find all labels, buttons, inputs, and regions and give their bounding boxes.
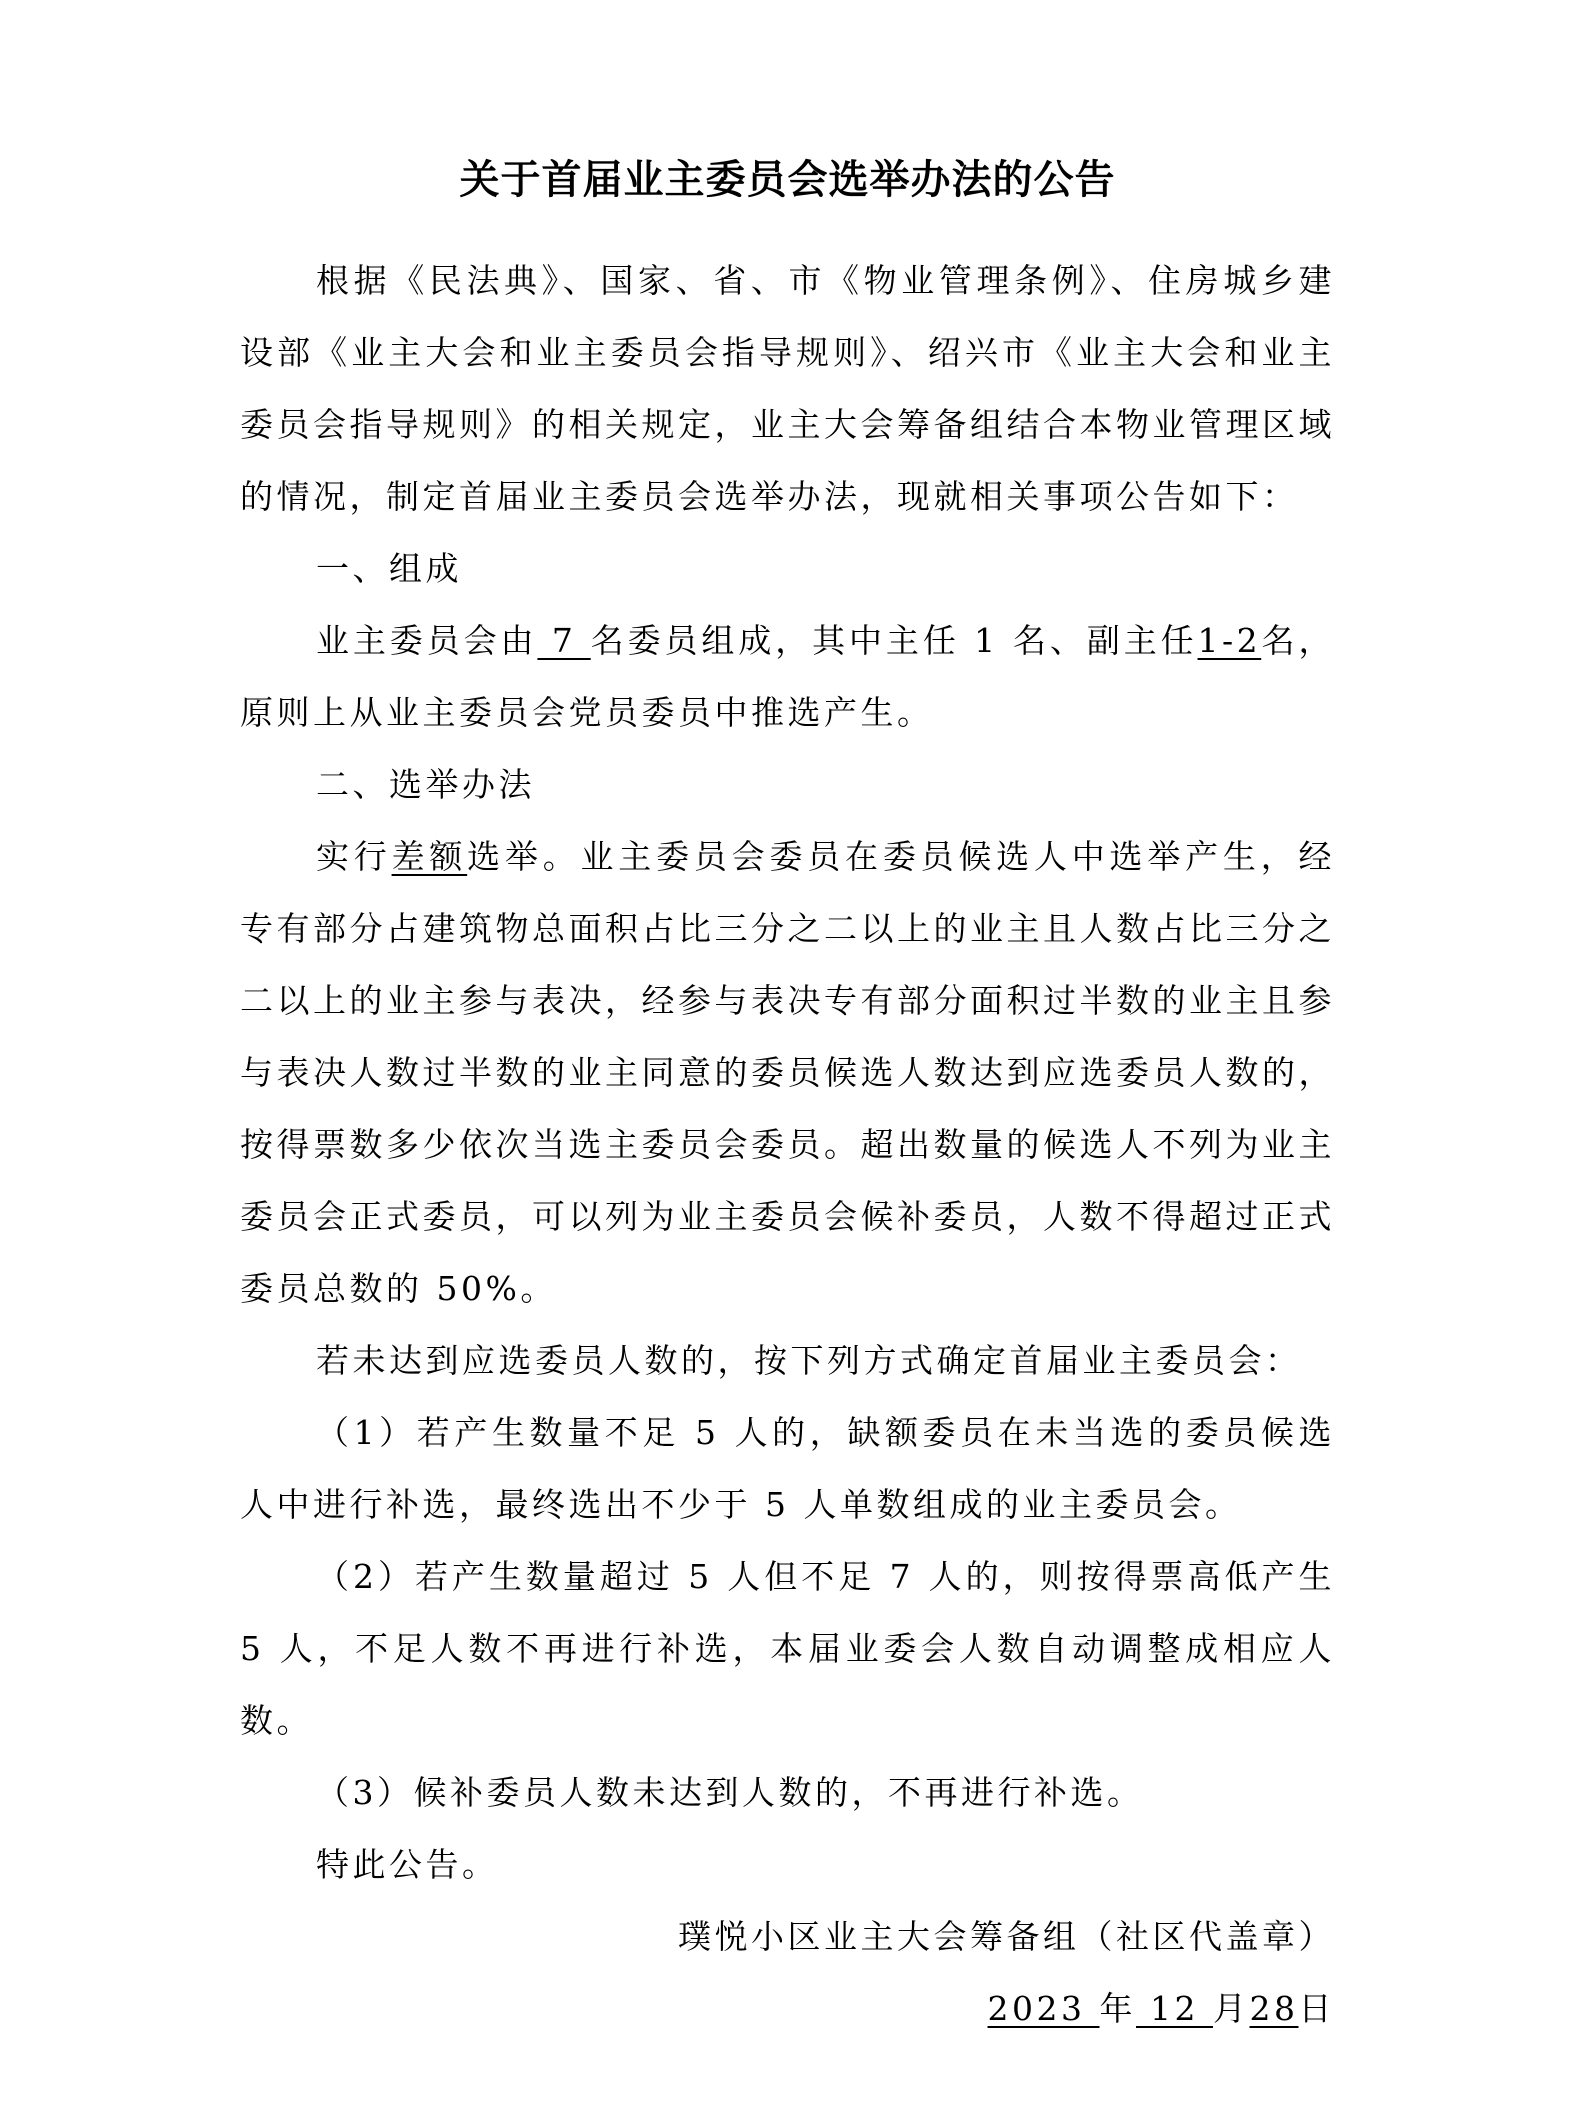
date-day-label: 日 [1298, 1989, 1335, 2028]
fallback-item-1: （1）若产生数量不足 5 人的，缺额委员在未当选的委员候选人中进行补选，最终选出不少于 5 人单数组成的业主委员会。 [240, 1413, 1335, 1524]
section-1-text-c: 名，原则上从业主委员会党员委员中推选产生。 [240, 621, 1335, 732]
fallback-item-2: （2）若产生数量超过 5 人但不足 7 人的，则按得票高低产生 5 人，不足人数不再进行补选，本届业委会人数自动调整成相应人数。 [240, 1557, 1335, 1740]
fallback-intro: 若未达到应选委员人数的，按下列方式确定首届业主委员会： [316, 1341, 1302, 1380]
announcement-page [240, 150, 1335, 2045]
date-month: 12 [1136, 1989, 1213, 2028]
section-2-paragraph [240, 821, 1335, 1325]
section-1-paragraph [240, 605, 1335, 749]
date-day: 28 [1249, 1989, 1299, 2028]
section-2-text-a: 实行 [316, 837, 392, 876]
document-title: 关于首届业主委员会选举办法的公告 [459, 157, 1116, 203]
section-1-text-b: 名委员组成，其中主任 1 名、副主任 [590, 621, 1198, 660]
intro-paragraph: 根据《民法典》、国家、省、市《物业管理条例》、住房城乡建设部《业主大会和业主委员会指导规则》、绍兴市《业主大会和业主委员会指导规则》的相关规定，业主大会筹备组结合本物业管理区域的情况，制定首届业主委员会选举办法，现就相关事项公告如下： [240, 261, 1335, 516]
election-method: 差额 [391, 837, 468, 876]
section-2-heading: 二、选举办法 [316, 765, 535, 804]
fallback-item-3: （3）候补委员人数未达到人数的，不再进行补选。 [316, 1773, 1144, 1812]
date-line [240, 1973, 1335, 2045]
signature: 璞悦小区业主大会筹备组（社区代盖章） [678, 1917, 1335, 1956]
member-count: 7 [537, 621, 591, 660]
section-1-text-a: 业主委员会由 [316, 621, 538, 660]
date-month-label: 月 [1213, 1989, 1250, 2028]
date-year-label: 年 [1099, 1989, 1137, 2028]
section-2-text-b: 选举。业主委员会委员在委员候选人中选举产生，经专有部分占建筑物总面积占比三分之二以上的业主且人数占比三分之二以上的业主参与表决，经参与表决专有部分面积过半数的业主且参与表决人数过半数的业主同意的委员候选人数达到应选委员人数的，按得票数多少依次当选主委员会委员。超出数量的候选人不列为业主委员会正式委员，可以列为业主委员会候补委员，人数不得超过正式委员总数的 50%。 [240, 837, 1336, 1308]
date-year: 2023 [987, 1989, 1100, 2028]
section-1-heading: 一、组成 [316, 549, 462, 588]
closing-line: 特此公告。 [316, 1845, 499, 1884]
vice-chair-count: 1-2 [1197, 621, 1262, 660]
